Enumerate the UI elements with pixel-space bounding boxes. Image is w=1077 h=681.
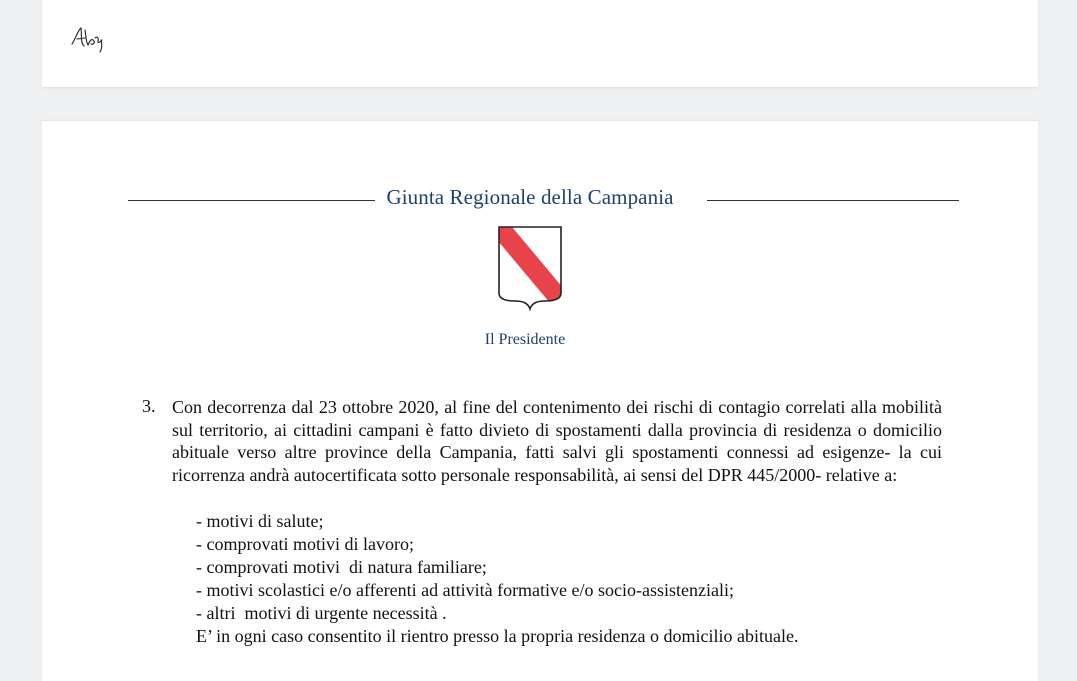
list-item: - comprovati motivi di lavoro; bbox=[196, 534, 414, 554]
document-page bbox=[42, 121, 1038, 681]
reasons-list bbox=[196, 510, 956, 625]
institution-title: Giunta Regionale della Campania bbox=[42, 185, 1018, 210]
campania-shield-icon bbox=[497, 225, 563, 311]
list-item: - comprovati motivi di natura familiare; bbox=[196, 557, 487, 577]
list-item: - motivi scolastici e/o afferenti ad attività formative e/o socio-assistenziali; bbox=[196, 580, 734, 600]
office-subtitle: Il Presidente bbox=[484, 331, 566, 348]
document-page-previous bbox=[42, 0, 1038, 87]
article-number: 3. bbox=[142, 396, 156, 416]
handwritten-signature-icon bbox=[68, 24, 108, 56]
list-item: - altri motivi di urgente necessità . bbox=[196, 603, 447, 623]
article-paragraph: Con decorrenza dal 23 ottobre 2020, al fine del contenimento dei rischi di contagio correlati alla mobilità sul territorio, ai cittadini campani è fatto divieto di spostamenti dalla provincia di residenza o domicilio abituale verso altre province della Campania, fatti salvi gli spostamenti connessi ad esigenze- la cui ricorrenza andrà autocertificata sotto personale responsabilità, ai sensi del DPR 445/2000- relative a: bbox=[172, 397, 942, 485]
closing-sentence: E’ in ogni caso consentito il rientro presso la propria residenza o domicilio abituale. bbox=[196, 626, 799, 646]
list-item: - motivi di salute; bbox=[196, 511, 324, 531]
